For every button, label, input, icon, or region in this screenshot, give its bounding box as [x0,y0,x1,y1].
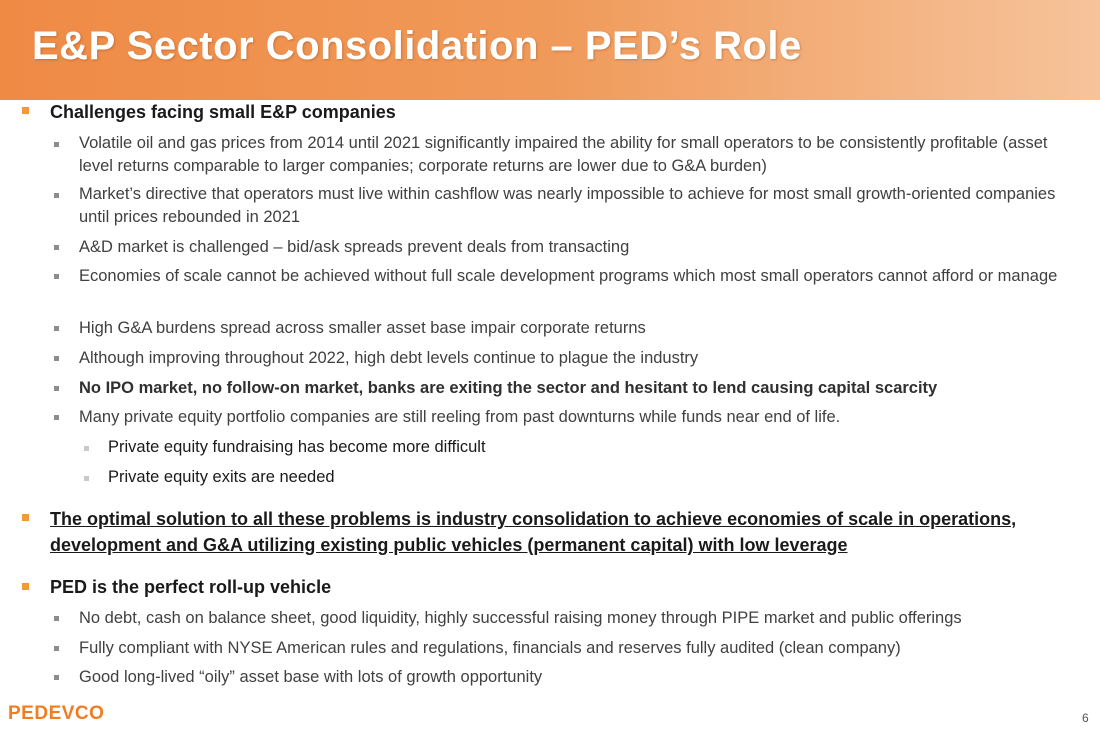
sub-list-item: Private equity fundraising has become more difficult [108,438,486,456]
list-item: Market’s directive that operators must live within cashflow was nearly impossible to achieve for most small growth-oriented companies until prices rebounded in 2021 [79,185,1056,226]
orange-bullet-icon [22,107,29,114]
slide-title: E&P Sector Consolidation – PED’s Role [32,24,802,68]
gray-bullet-icon [54,274,59,279]
pedevco-logo: PEDEVCO [8,703,105,724]
light-bullet-icon [84,446,89,451]
ped-heading: PED is the perfect roll-up vehicle [50,577,332,597]
gray-bullet-icon [54,386,59,391]
challenges-heading: Challenges facing small E&P companies [50,102,396,122]
sub-list-item: Private equity exits are needed [108,468,335,486]
gray-bullet-icon [54,356,59,361]
light-bullet-icon [84,476,89,481]
list-item: A&D market is challenged – bid/ask spreads prevent deals from transacting [79,238,630,256]
gray-bullet-icon [54,675,59,680]
list-item: Many private equity portfolio companies are still reeling from past downturns while funds near end of life. [79,408,841,426]
gray-bullet-icon [54,646,59,651]
title-bar [0,0,1100,100]
list-item: Although improving throughout 2022, high debt levels continue to plague the industry [79,349,699,367]
list-item: Fully compliant with NYSE American rules and regulations, financials and reserves fully audited (clean company) [79,639,901,657]
gray-bullet-icon [54,245,59,250]
list-item: No debt, cash on balance sheet, good liquidity, highly successful raising money through PIPE market and public offerings [79,609,962,627]
gray-bullet-icon [54,616,59,621]
gray-bullet-icon [54,326,59,331]
list-item: Economies of scale cannot be achieved without full scale development programs which most small operators cannot afford or manage [79,267,1058,285]
list-item: High G&A burdens spread across smaller asset base impair corporate returns [79,319,646,337]
solution-statement: The optimal solution to all these problems is industry consolidation to achieve economies of scale in operations, development and G&A utilizing existing public vehicles (permanent capital) with low leverage [50,509,1017,555]
list-item: No IPO market, no follow-on market, banks are exiting the sector and hesitant to lend causing capital scarcity [79,379,938,397]
gray-bullet-icon [54,415,59,420]
page-number: 6 [1082,711,1089,725]
list-item: Good long-lived “oily” asset base with lots of growth opportunity [79,668,543,686]
orange-bullet-icon [22,514,29,521]
gray-bullet-icon [54,142,59,147]
gray-bullet-icon [54,193,59,198]
orange-bullet-icon [22,583,29,590]
list-item: Volatile oil and gas prices from 2014 until 2021 significantly impaired the ability for small operators to be consistently profitable (asset level returns comparable to larger companies; corporate returns are lower due to G&A burden) [79,134,1048,175]
